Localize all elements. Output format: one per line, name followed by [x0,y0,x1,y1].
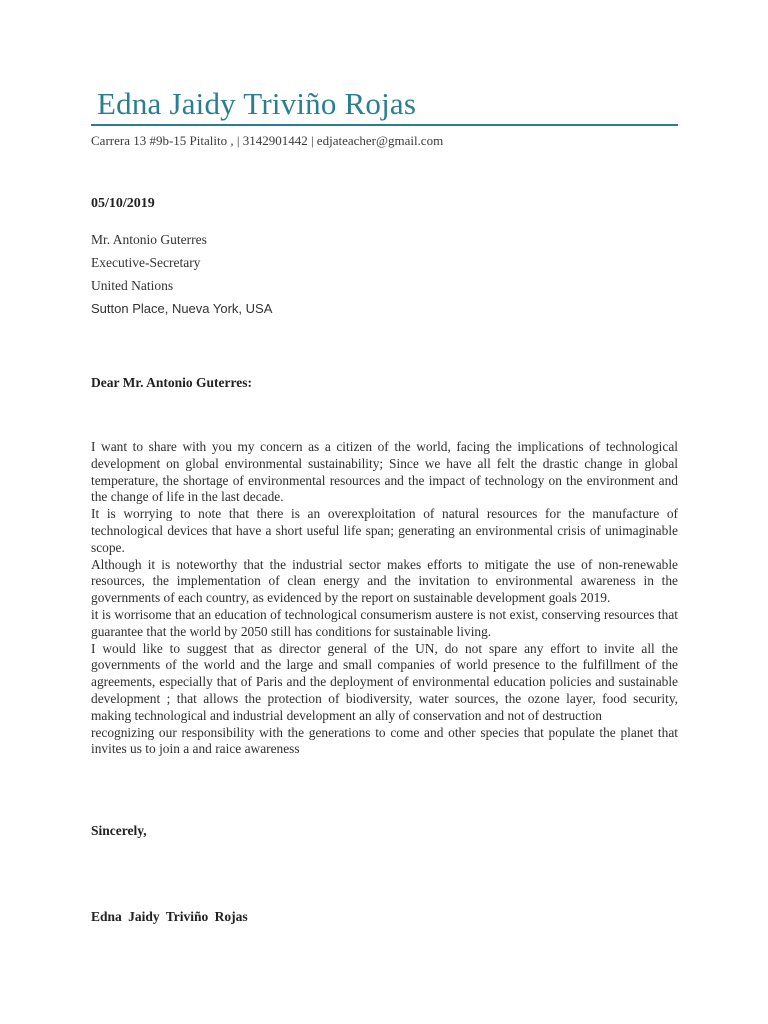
recipient-block [91,231,272,323]
recipient-address: Sutton Place, Nueva York, USA [91,301,273,316]
body-paragraph: It is worrying to note that there is an overexploitation of natural resources for the manufacture of technological devices that have a short useful life span; generating an environmental crisis of unimaginable scope. [91,506,678,555]
body-paragraph: it is worrisome that an education of technological consumerism austere is not exist, conserving resources that guarantee that the world by 2050 still has conditions for sustainable living. [91,606,678,639]
body-paragraph: I want to share with you my concern as a citizen of the world, facing the implications of technological development on global environmental sustainability; Since we have all felt the drastic change in global temperature, the shortage of environmental resources and the impact of technology on the environment and the change of life in the last decade. [91,439,678,505]
recipient-organization: United Nations [91,278,174,293]
sender-contact: Carrera 13 #9b-15 Pitalito , | 3142901442 | edjateacher@gmail.com [91,133,444,148]
body-paragraph: recognizing our responsibility with the generations to come and other species that populate the planet that invites us to join a and raice awareness [91,724,678,757]
letter-body [91,439,678,758]
closing: Sincerely, [91,823,147,838]
recipient-title: Executive-Secretary [91,255,201,270]
sender-name: Edna Jaidy Triviño Rojas [97,86,417,121]
header-divider [91,124,678,126]
letter-date: 05/10/2019 [91,196,155,211]
salutation: Dear Mr. Antonio Guterres: [91,375,252,390]
body-paragraph: Although it is noteworthy that the industrial sector makes efforts to mitigate the use of non-renewable resources, the implementation of clean energy and the invitation to environmental awareness in the governments of each country, as evidenced by the report on sustainable development goals 2019. [91,556,678,606]
signature-name: Edna Jaidy Triviño Rojas [91,909,248,924]
recipient-name: Mr. Antonio Guterres [91,232,207,247]
body-paragraph: I would like to suggest that as director general of the UN, do not spare any effort to invite all the governments of the world and the large and small companies of world presence to the fulfillment of the agreements, especially that of Paris and the deployment of environmental education policies and sustainable development ; that allows the protection of biodiversity, water sources, the ozone layer, food security, making technological and industrial development an ally of conservation and not of destruction [91,640,678,723]
